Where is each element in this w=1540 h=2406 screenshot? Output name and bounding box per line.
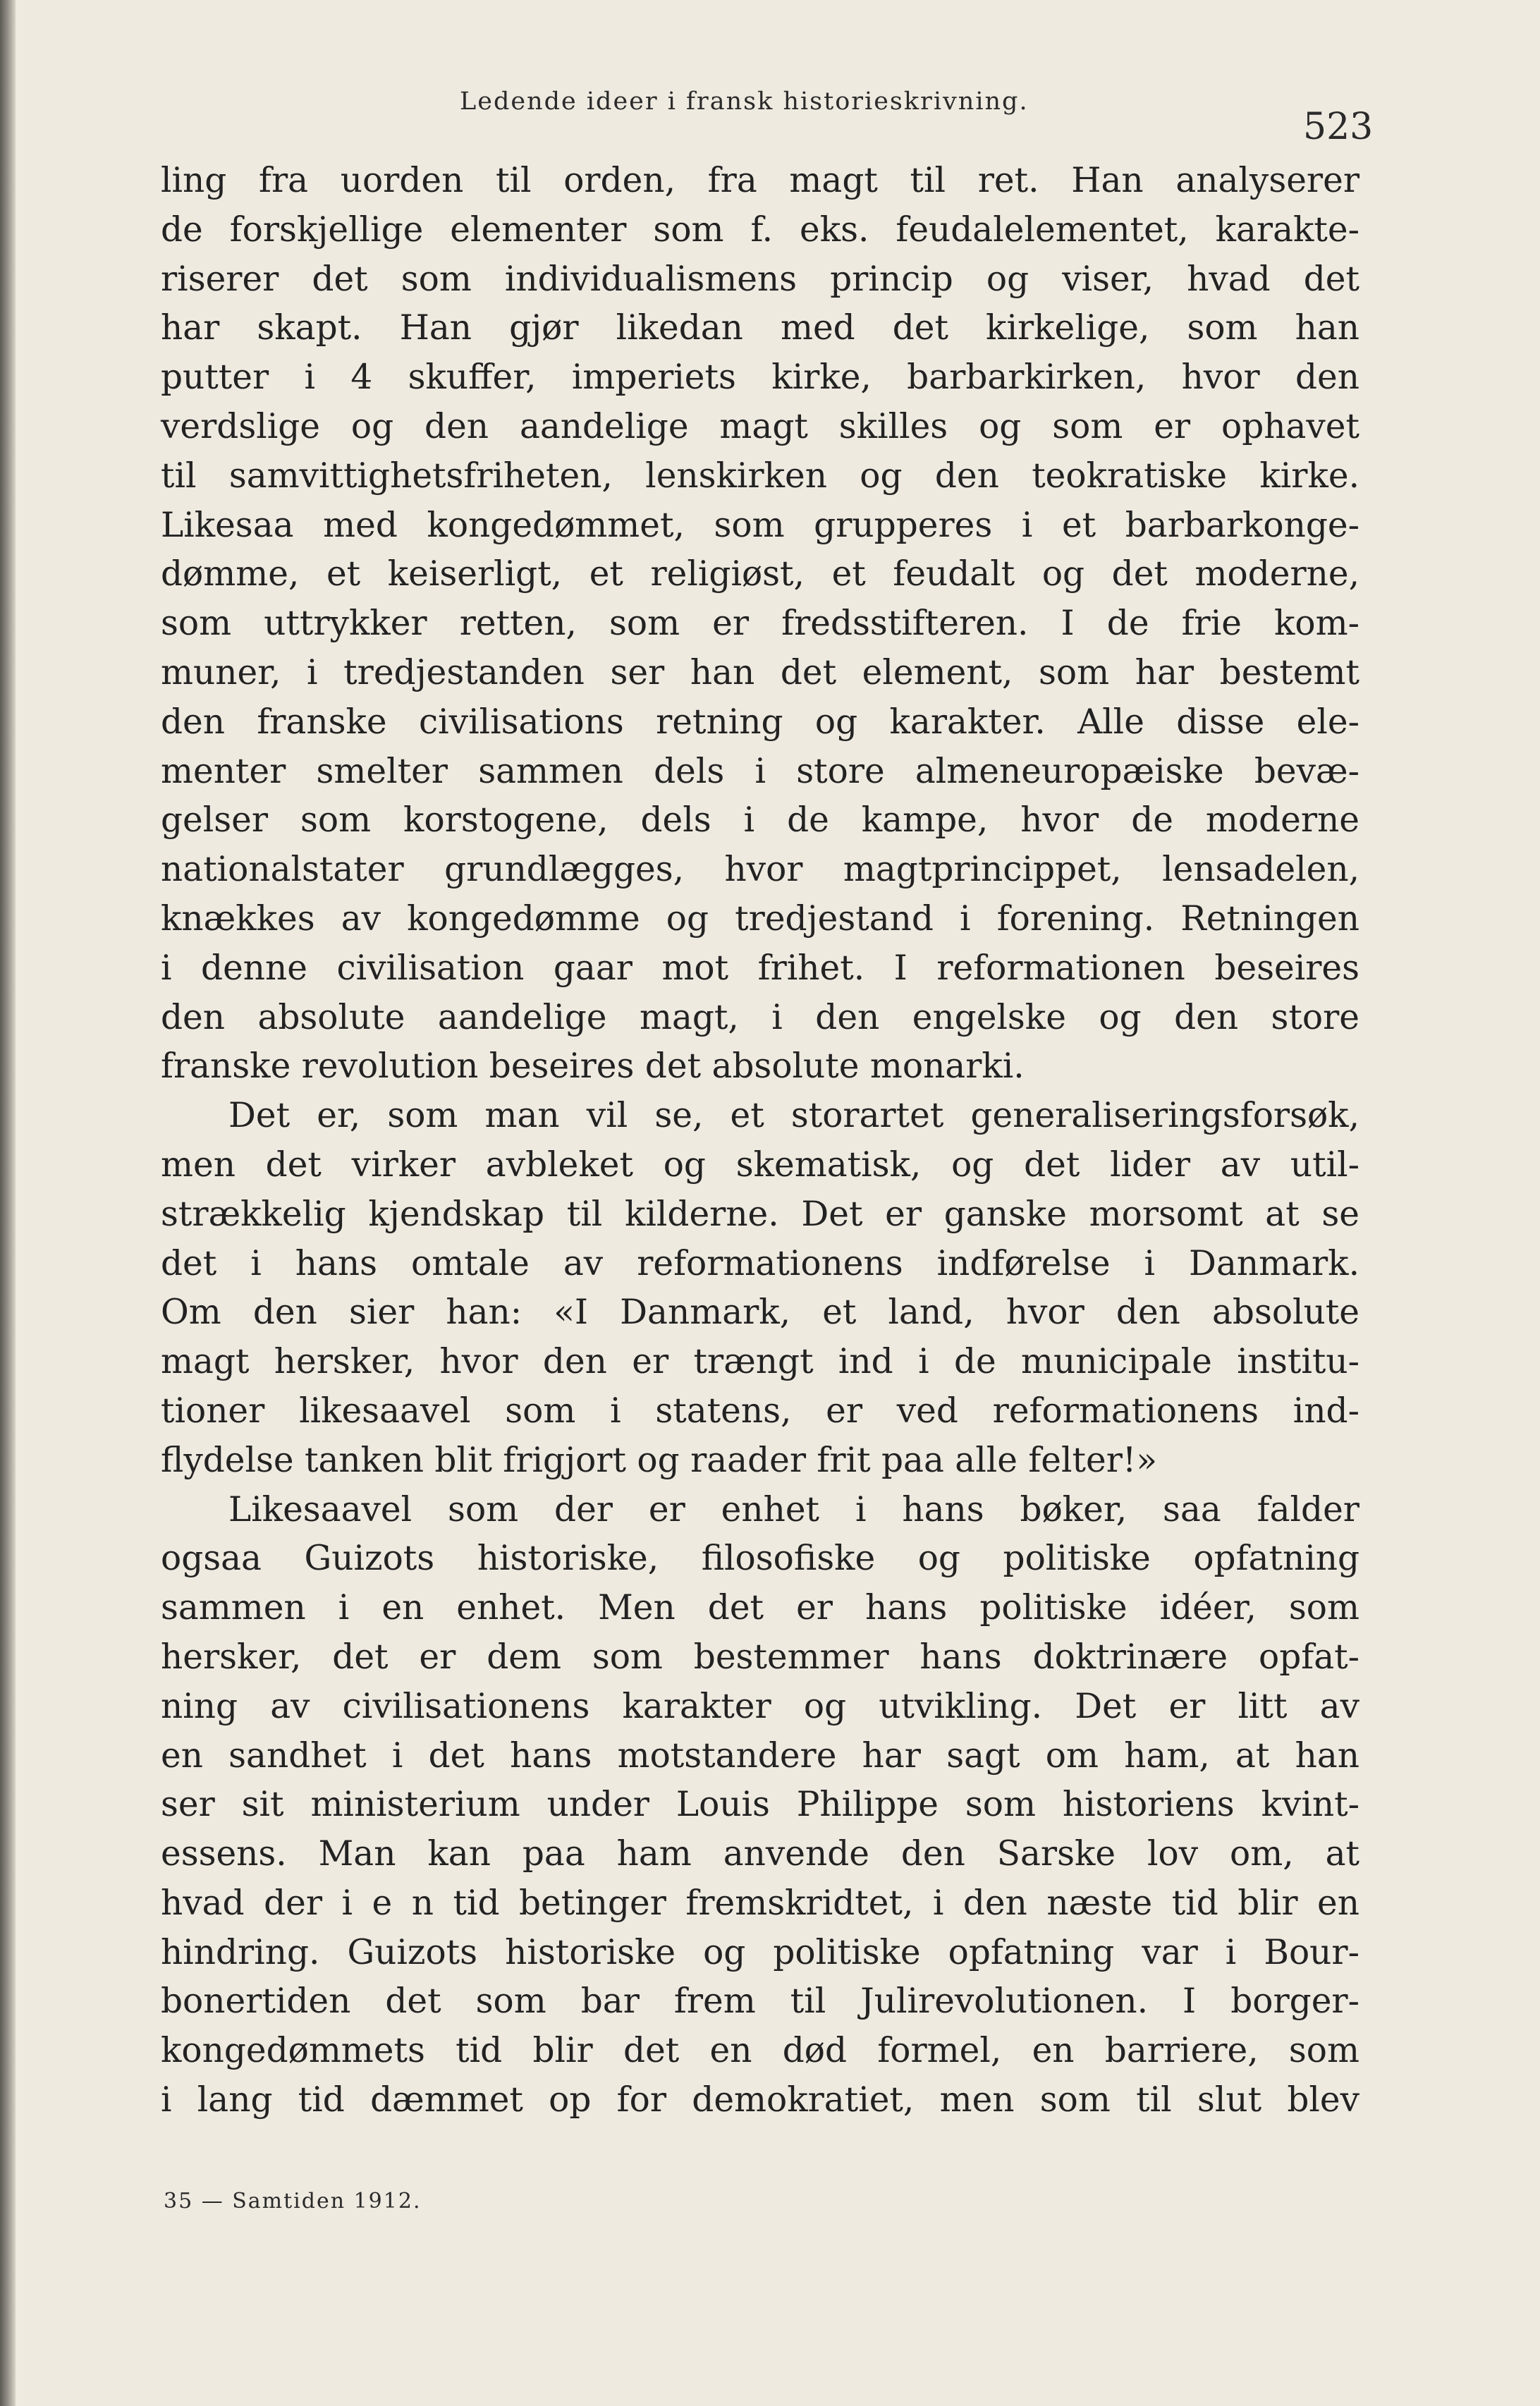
text-line: ling fra uorden til orden, fra magt til ret. Han analyserer [161, 161, 1359, 200]
text-line: hersker, det er dem som bestemmer hans doktrinære opfat- [161, 1637, 1359, 1677]
text-line: magt hersker, hvor den er trængt ind i de municipale institu- [161, 1342, 1359, 1382]
text-line: tioner likesaavel som i statens, er ved reformationens ind- [161, 1391, 1359, 1431]
text-line: den franske civilisations retning og karakter. Alle disse ele- [161, 702, 1359, 742]
text-line: i denne civilisation gaar mot frihet. I reformationen beseires [161, 948, 1359, 988]
text-line: riserer det som individualismens princip og viser, hvad det [161, 259, 1359, 299]
text-line: strækkelig kjendskap til kilderne. Det er ganske morsomt at se [161, 1194, 1359, 1234]
text-line: ning av civilisationens karakter og utvikling. Det er litt av [161, 1686, 1359, 1726]
text-line: i lang tid dæmmet op for demokratiet, men som til slut blev [161, 2080, 1359, 2120]
text-line: som uttrykker retten, som er fredsstifteren. I de frie kom- [161, 604, 1359, 644]
text-line: ser sit ministerium under Louis Philippe som historiens kvint- [161, 1785, 1359, 1825]
text-line: menter smelter sammen dels i store almeneuropæiske bevæ- [161, 751, 1359, 791]
text-line: putter i 4 skuffer, imperiets kirke, barbarkirken, hvor den [161, 358, 1359, 398]
text-line: sammen i en enhet. Men det er hans politiske idéer, som [161, 1588, 1359, 1628]
text-line: ogsaa Guizots historiske, filosofiske og politiske opfatning [161, 1539, 1359, 1579]
text-line-paragraph-end: flydelse tanken blit frigjort og raader frit paa alle felter!» [161, 1440, 1158, 1480]
signature-mark: 35 — Samtiden 1912. [164, 2189, 422, 2213]
text-line: til samvittighetsfriheten, lenskirken og den teokratiske kirke. [161, 456, 1359, 496]
page-number: 523 [1303, 106, 1374, 148]
text-line-paragraph-start: Det er, som man vil se, et storartet generaliseringsforsøk, [228, 1096, 1359, 1136]
text-line: hvad der i e n tid betinger fremskridtet, i den næste tid blir en [161, 1883, 1359, 1923]
text-line: har skapt. Han gjør likedan med det kirkelige, som han [161, 308, 1359, 348]
text-line: den absolute aandelige magt, i den engelske og den store [161, 997, 1359, 1037]
text-line: det i hans omtale av reformationens indførelse i Danmark. [161, 1243, 1359, 1283]
text-line: men det virker avbleket og skematisk, og det lider av util- [161, 1144, 1359, 1185]
text-line-paragraph-start: Likesaavel som der er enhet i hans bøker, saa falder [228, 1489, 1359, 1529]
running-head: Ledende ideer i fransk historieskrivning. [460, 87, 1029, 116]
text-line: nationalstater grundlægges, hvor magtprincippet, lensadelen, [161, 850, 1359, 890]
text-line-paragraph-end: franske revolution beseires det absolute monarki. [161, 1046, 1025, 1087]
text-line: Om den sier han: «I Danmark, et land, hvor den absolute [161, 1293, 1359, 1333]
text-line: hindring. Guizots historiske og politiske opfatning var i Bour- [161, 1932, 1359, 1972]
text-line: Likesaa med kongedømmet, som grupperes i et barbarkonge- [161, 505, 1359, 545]
text-line: en sandhet i det hans motstandere har sagt om ham, at han [161, 1735, 1359, 1776]
text-line: bonertiden det som bar frem til Julirevolutionen. I borger- [161, 1981, 1359, 2022]
text-line: muner, i tredjestanden ser han det element, som har bestemt [161, 652, 1359, 692]
text-line: verdslige og den aandelige magt skilles og som er ophavet [161, 406, 1359, 446]
text-line: de forskjellige elementer som f. eks. feudalelementet, karakte- [161, 209, 1359, 250]
body-text [161, 157, 1359, 2125]
text-line: dømme, et keiserligt, et religiøst, et feudalt og det moderne, [161, 554, 1359, 594]
text-line: gelser som korstogene, dels i de kampe, hvor de moderne [161, 800, 1359, 841]
text-line: kongedømmets tid blir det en død formel, en barriere, som [161, 2031, 1359, 2071]
text-line: knækkes av kongedømme og tredjestand i forening. Retningen [161, 898, 1359, 939]
text-line: essens. Man kan paa ham anvende den Sarske lov om, at [161, 1834, 1359, 1874]
